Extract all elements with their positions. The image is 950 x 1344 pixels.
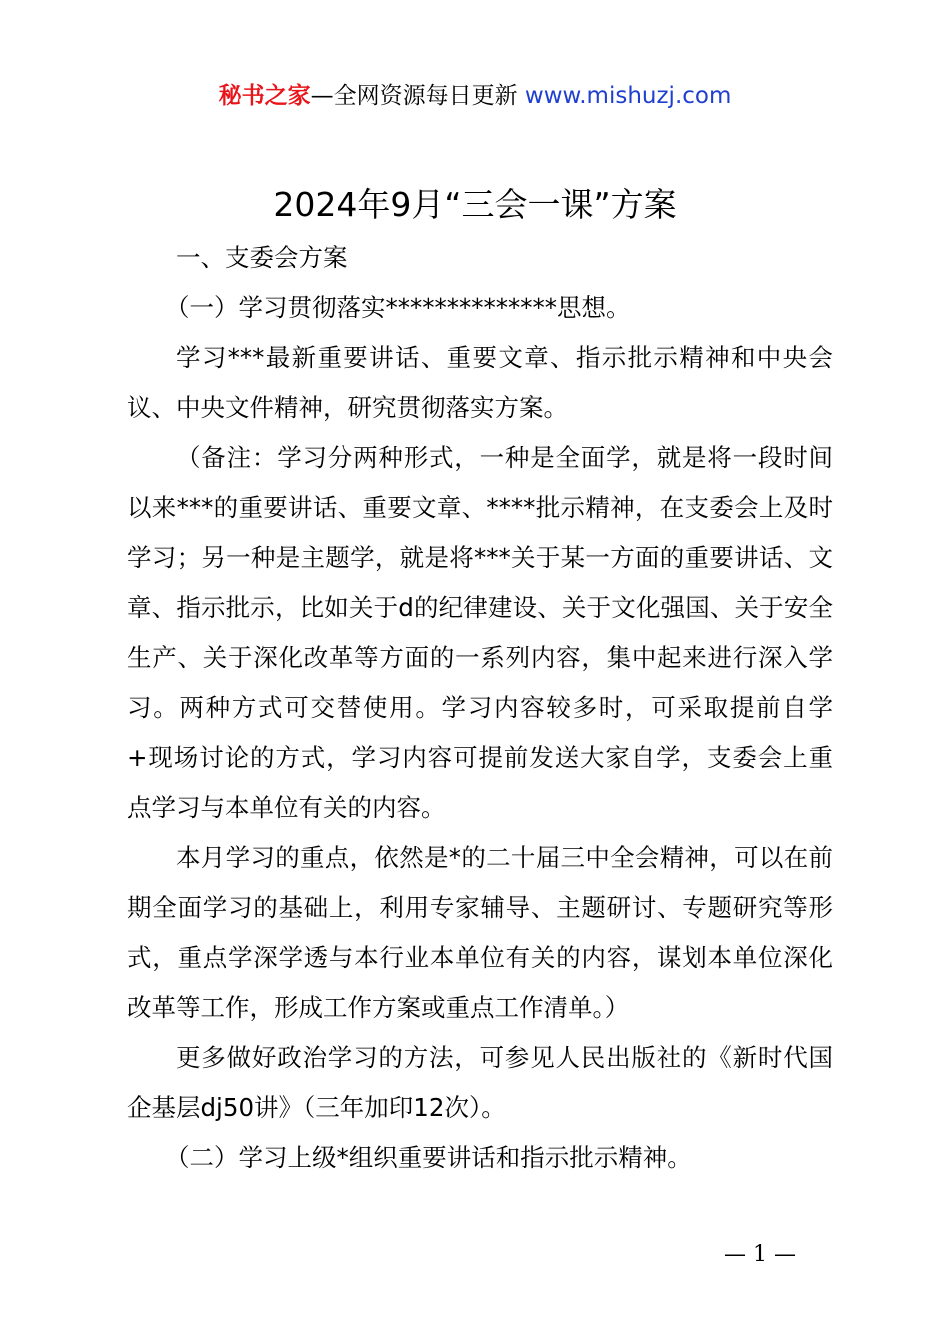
brand-name: 秘书之家 [218,83,311,109]
section-heading: 一、支委会方案 [176,243,348,272]
document-title: 2024年9月“三会一课”方案 [273,185,677,224]
banner-tagline: 全网资源每日更新 [333,83,518,109]
body-paragraph: 学习***最新重要讲话、重要文章、指示批示精神和中央会议、中央文件精神，研究贯彻落实方案。 [127,343,833,422]
subsection-heading: （一）学习贯彻落实**************思想。 [164,293,631,322]
body-paragraph: 更多做好政治学习的方法，可参见人民出版社的《新时代国企基层dj50讲》（三年加印12次）。 [127,1043,833,1122]
subsection-heading: （二）学习上级*组织重要讲话和指示批示精神。 [164,1143,692,1172]
site-banner [0,80,950,112]
site-url-link[interactable]: www.mishuzj.com [524,83,732,109]
body-paragraph: （备注：学习分两种形式，一种是全面学，就是将一段时间以来***的重要讲话、重要文章、****批示精神，在支委会上及时学习；另一种是主题学，就是将***关于某一方面的重要讲话、文章、指示批示，比如关于d的纪律建设、关于文化强国、关于安全生产、关于深化改革等方面的一系列内容，集中起来进行深入学习。两种方式可交替使用。学习内容较多时，可采取提前自学+现场讨论的方式，学习内容可提前发送大家自学，支委会上重点学习与本单位有关的内容。 [127,443,833,822]
document-body [127,233,833,1183]
banner-separator: — [310,83,334,109]
page-number: — 1 — [724,1242,796,1267]
body-paragraph: 本月学习的重点，依然是*的二十届三中全会精神，可以在前期全面学习的基础上，利用专家辅导、主题研讨、专题研究等形式，重点学深学透与本行业本单位有关的内容，谋划本单位深化改革等工作，形成工作方案或重点工作清单。） [127,843,833,1022]
